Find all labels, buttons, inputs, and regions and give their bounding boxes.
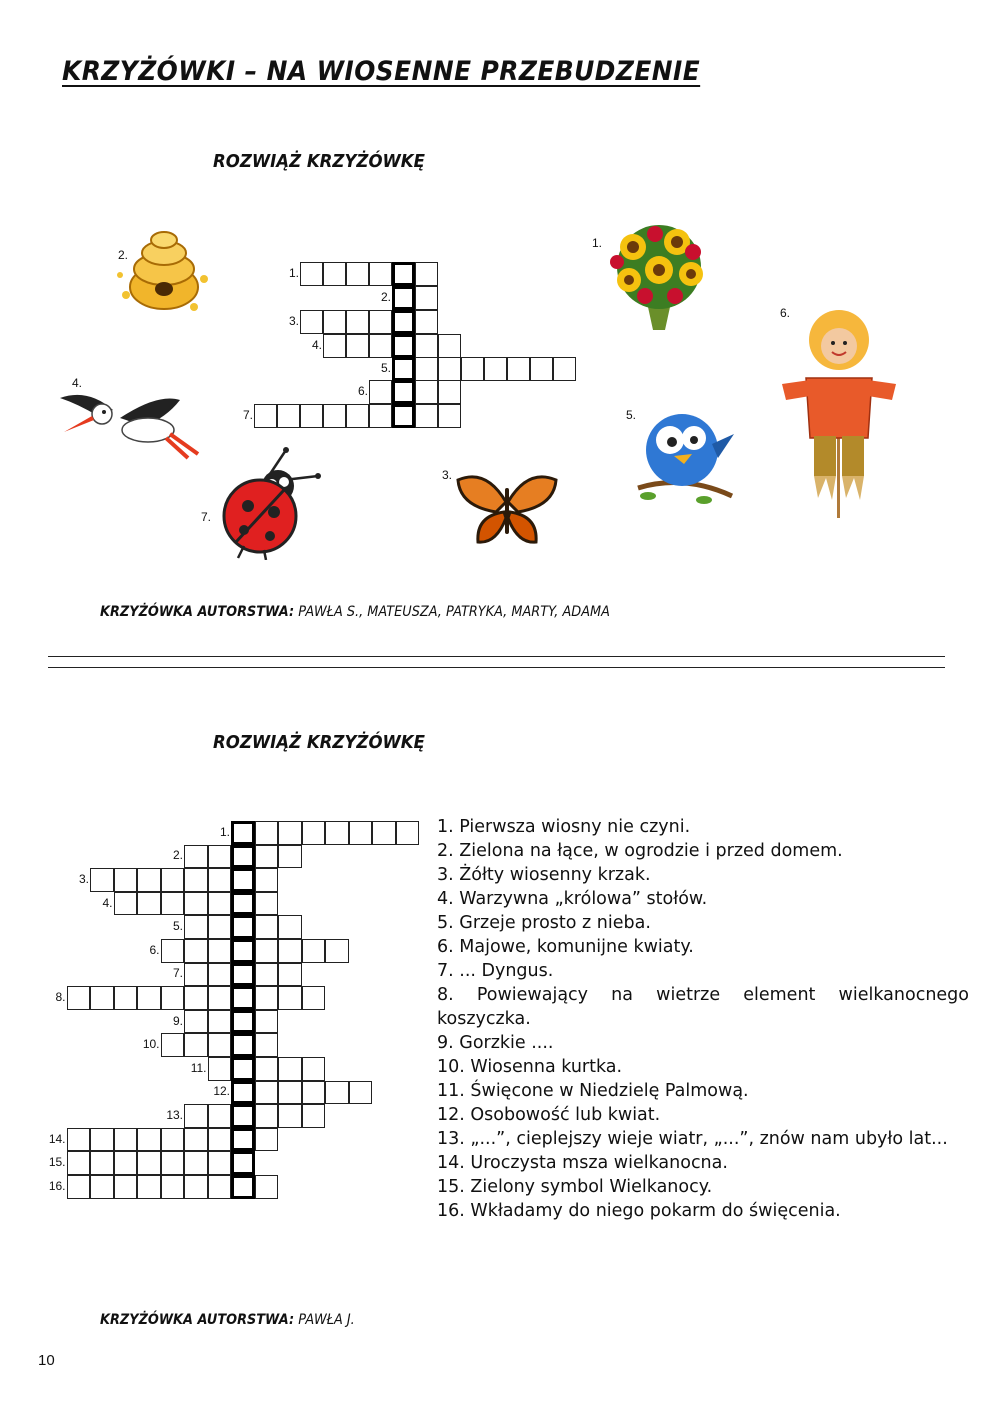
clue-2: 2. Zielona na łące, w ogrodzie i przed domem. [437, 841, 843, 861]
puzzle2-row-number: 11. [190, 1060, 207, 1075]
puzzle2-cell[interactable] [208, 845, 232, 869]
puzzle1-row-number: 5. [380, 361, 391, 375]
puzzle2-cell[interactable] [231, 1128, 255, 1152]
puzzle2-cell[interactable] [161, 939, 185, 963]
puzzle2-row-number: 12. [213, 1084, 230, 1099]
puzzle2-cell[interactable] [231, 1175, 255, 1199]
puzzle1-cell[interactable] [392, 334, 415, 358]
puzzle2-cell[interactable] [161, 1175, 185, 1199]
puzzle2-cell[interactable] [278, 821, 302, 845]
puzzle2-cell[interactable] [325, 821, 349, 845]
puzzle2-cell[interactable] [278, 939, 302, 963]
puzzle2-cell[interactable] [255, 1057, 279, 1081]
puzzle2-row-number: 6. [149, 942, 160, 957]
picture-number-6: 6. [780, 306, 791, 320]
puzzle2-cell[interactable] [137, 986, 161, 1010]
puzzle2-row-number: 10. [142, 1037, 160, 1052]
puzzle2-cell[interactable] [302, 986, 326, 1010]
puzzle2-cell[interactable] [255, 915, 279, 939]
puzzle2-cell[interactable] [278, 1104, 302, 1128]
puzzle2-cell[interactable] [231, 1104, 255, 1128]
puzzle2-cell[interactable] [231, 868, 255, 892]
puzzle2-cell[interactable] [278, 915, 302, 939]
puzzle1-cell[interactable] [392, 310, 415, 334]
puzzle2-cell[interactable] [208, 1104, 232, 1128]
clue-14: 14. Uroczysta msza wielkanocna. [437, 1153, 728, 1173]
puzzle2-cell[interactable] [184, 963, 208, 987]
puzzle2-cell[interactable] [278, 986, 302, 1010]
puzzle1-cell[interactable] [392, 262, 415, 286]
puzzle1-row-number: 4. [311, 338, 322, 352]
puzzle2-cell[interactable] [302, 821, 326, 845]
puzzle2-cell[interactable] [255, 1128, 279, 1152]
puzzle2-cell[interactable] [114, 986, 138, 1010]
puzzle2-cell[interactable] [231, 1081, 255, 1105]
puzzle2-cell[interactable] [208, 868, 232, 892]
puzzle2-cell[interactable] [208, 986, 232, 1010]
clue-11: 11. Święcone w Niedzielę Palmową. [437, 1081, 749, 1101]
puzzle1-row-number: 3. [288, 314, 299, 328]
puzzle2-cell[interactable] [184, 892, 208, 916]
puzzle2-row-number: 3. [78, 872, 89, 886]
puzzle2-cell[interactable] [231, 1151, 255, 1175]
puzzle2-cell[interactable] [255, 1033, 279, 1057]
puzzle1-cell[interactable] [392, 357, 415, 381]
puzzle2-cell[interactable] [184, 986, 208, 1010]
page-title: KRZYŻÓWKI – NA WIOSENNE PRZEBUDZENIE [62, 56, 701, 87]
puzzle2-cell[interactable] [278, 1057, 302, 1081]
puzzle1-row-number: 7. [242, 408, 253, 422]
clue-list [437, 815, 969, 1223]
puzzle2-cell[interactable] [302, 939, 326, 963]
puzzle2-cell[interactable] [349, 821, 373, 845]
puzzle2-cell[interactable] [325, 939, 349, 963]
puzzle2-cell[interactable] [114, 1151, 138, 1175]
puzzle2-cell[interactable] [208, 1010, 232, 1034]
puzzle2-cell[interactable] [208, 915, 232, 939]
puzzle2-cell[interactable] [302, 1081, 326, 1105]
puzzle2-cell[interactable] [137, 1151, 161, 1175]
puzzle2-author [100, 1312, 355, 1328]
clue-5: 5. Grzeje prosto z nieba. [437, 913, 651, 933]
puzzle2-cell[interactable] [137, 892, 161, 916]
puzzle2-cell[interactable] [255, 1081, 279, 1105]
puzzle2-cell[interactable] [255, 868, 279, 892]
page-number: 10 [38, 1352, 55, 1369]
puzzle2-row-number: 16. [48, 1178, 66, 1193]
puzzle2-cell[interactable] [255, 1010, 279, 1034]
puzzle2-cell[interactable] [161, 868, 185, 892]
puzzle2-row-number: 15. [48, 1155, 66, 1170]
puzzle2-row-number: 2. [172, 848, 183, 863]
puzzle2-row-number: 7. [172, 966, 183, 981]
puzzle1-cell[interactable] [392, 380, 415, 404]
puzzle2-heading: ROZWIĄŻ KRZYŻÓWKĘ [213, 732, 425, 753]
puzzle2-cell[interactable] [184, 1010, 208, 1034]
puzzle2-cell[interactable] [90, 986, 114, 1010]
puzzle2-cell[interactable] [184, 915, 208, 939]
puzzle2-cell[interactable] [114, 892, 138, 916]
puzzle2-cell[interactable] [114, 1128, 138, 1152]
puzzle2-cell[interactable] [231, 915, 255, 939]
puzzle2-cell[interactable] [231, 892, 255, 916]
puzzle2-cell[interactable] [137, 868, 161, 892]
puzzle2-cell[interactable] [325, 1081, 349, 1105]
puzzle2-cell[interactable] [184, 1175, 208, 1199]
puzzle2-cell[interactable] [90, 1128, 114, 1152]
author-names: PAWŁA J. [298, 1312, 355, 1328]
puzzle2-row-number: 1. [219, 824, 230, 839]
puzzle2-cell[interactable] [208, 892, 232, 916]
puzzle1-cell[interactable] [392, 404, 415, 428]
clue-16: 16. Wkładamy do niego pokarm do święcenia. [437, 1201, 841, 1221]
puzzle1-cell[interactable] [392, 286, 415, 310]
puzzle2-cell[interactable] [161, 1151, 185, 1175]
puzzle2-cell[interactable] [161, 986, 185, 1010]
puzzle2-cell[interactable] [184, 868, 208, 892]
puzzle2-cell[interactable] [90, 1175, 114, 1199]
puzzle2-cell[interactable] [67, 1151, 91, 1175]
puzzle2-cell[interactable] [184, 1151, 208, 1175]
puzzle2-cell[interactable] [278, 1081, 302, 1105]
clue-3: 3. Żółty wiosenny krzak. [437, 865, 651, 885]
puzzle2-cell[interactable] [255, 939, 279, 963]
picture-number-1: 1. [592, 236, 603, 250]
author-label: KRZYŻÓWKA AUTORSTWA: [100, 604, 295, 620]
puzzle2-cell[interactable] [184, 845, 208, 869]
clue-1: 1. Pierwsza wiosny nie czyni. [437, 817, 691, 837]
clue-10: 10. Wiosenna kurtka. [437, 1057, 623, 1077]
puzzle2-cell[interactable] [302, 1104, 326, 1128]
clue-4: 4. Warzywna „królowa” stołów. [437, 889, 708, 909]
puzzle2-cell[interactable] [231, 845, 255, 869]
puzzle2-cell[interactable] [231, 1033, 255, 1057]
puzzle2-cell[interactable] [208, 1128, 232, 1152]
puzzle2-cell[interactable] [208, 939, 232, 963]
puzzle2-cell[interactable] [137, 1175, 161, 1199]
puzzle2-cell[interactable] [137, 1128, 161, 1152]
picture-number-5: 5. [626, 408, 637, 422]
clue-15: 15. Zielony symbol Wielkanocy. [437, 1177, 713, 1197]
puzzle2-row-number: 13. [166, 1108, 183, 1122]
puzzle2-cell[interactable] [161, 1128, 185, 1152]
puzzle2-cell[interactable] [161, 892, 185, 916]
puzzle2-cell[interactable] [255, 963, 279, 987]
puzzle2-cell[interactable] [90, 868, 114, 892]
puzzle2-cell[interactable] [231, 963, 255, 987]
picture-number-7: 7. [201, 510, 212, 524]
puzzle2-cell[interactable] [184, 1033, 208, 1057]
puzzle1-heading: ROZWIĄŻ KRZYŻÓWKĘ [213, 151, 425, 172]
puzzle2-cell[interactable] [349, 1081, 373, 1105]
puzzle2-row-number: 9. [172, 1013, 183, 1028]
puzzle2-cell[interactable] [231, 1057, 255, 1081]
puzzle2-cell[interactable] [255, 845, 279, 869]
puzzle2-cell[interactable] [114, 868, 138, 892]
puzzle2-cell[interactable] [114, 1175, 138, 1199]
puzzle2-cell[interactable] [208, 1057, 232, 1081]
puzzle2-cell[interactable] [278, 845, 302, 869]
author-label: KRZYŻÓWKA AUTORSTWA: [100, 1312, 295, 1328]
puzzle2-cell[interactable] [161, 1033, 185, 1057]
puzzle2-cell[interactable] [67, 1175, 91, 1199]
clue-8: 8. Powiewający na wietrze element wielkanocnego koszyczka. [437, 985, 969, 1029]
picture-number-2: 2. [118, 248, 129, 262]
clue-13: 13. „...”, cieplejszy wieje wiatr, „...”, znów nam ubyło lat... [437, 1129, 948, 1149]
puzzle2-cell[interactable] [208, 1033, 232, 1057]
puzzle2-cell[interactable] [396, 821, 420, 845]
puzzle2-cell[interactable] [231, 1010, 255, 1034]
clue-7: 7. ... Dyngus. [437, 961, 554, 981]
puzzle2-cell[interactable] [208, 1151, 232, 1175]
puzzle2-cell[interactable] [255, 1175, 279, 1199]
puzzle2-row-number: 14. [48, 1131, 66, 1146]
puzzle2-cell[interactable] [184, 1104, 208, 1128]
puzzle2-cell[interactable] [184, 1128, 208, 1152]
puzzle2-cell[interactable] [278, 963, 302, 987]
puzzle2-cell[interactable] [90, 1151, 114, 1175]
puzzle2-cell[interactable] [372, 821, 396, 845]
puzzle2-cell[interactable] [67, 1128, 91, 1152]
puzzle2-row-number: 4. [102, 895, 113, 910]
author-names: PAWŁA S., MATEUSZA, PATRYKA, MARTY, ADAMA [298, 604, 610, 620]
puzzle2-cell[interactable] [208, 963, 232, 987]
puzzle2-cell[interactable] [255, 892, 279, 916]
puzzle1-row-number: 1. [288, 266, 299, 280]
puzzle2-cell[interactable] [302, 1057, 326, 1081]
puzzle2-cell[interactable] [255, 821, 279, 845]
clue-12: 12. Osobowość lub kwiat. [437, 1105, 661, 1125]
puzzle2-row-number: 5. [172, 919, 183, 934]
puzzle2-cell[interactable] [67, 986, 91, 1010]
picture-number-4: 4. [72, 376, 83, 390]
clue-6: 6. Majowe, komunijne kwiaty. [437, 937, 694, 957]
puzzle2-row-number: 8. [55, 990, 66, 1004]
puzzle1-row-number: 6. [357, 384, 368, 398]
puzzle2-cell[interactable] [231, 939, 255, 963]
puzzle2-cell[interactable] [184, 939, 208, 963]
puzzle1-row-number: 2. [380, 290, 391, 304]
puzzle2-cell[interactable] [255, 1104, 279, 1128]
puzzle2-cell[interactable] [231, 986, 255, 1010]
puzzle2-cell[interactable] [255, 986, 279, 1010]
puzzle2-cell[interactable] [231, 821, 255, 845]
picture-number-3: 3. [442, 468, 453, 482]
clue-9: 9. Gorzkie .... [437, 1033, 554, 1053]
puzzle2-cell[interactable] [208, 1175, 232, 1199]
